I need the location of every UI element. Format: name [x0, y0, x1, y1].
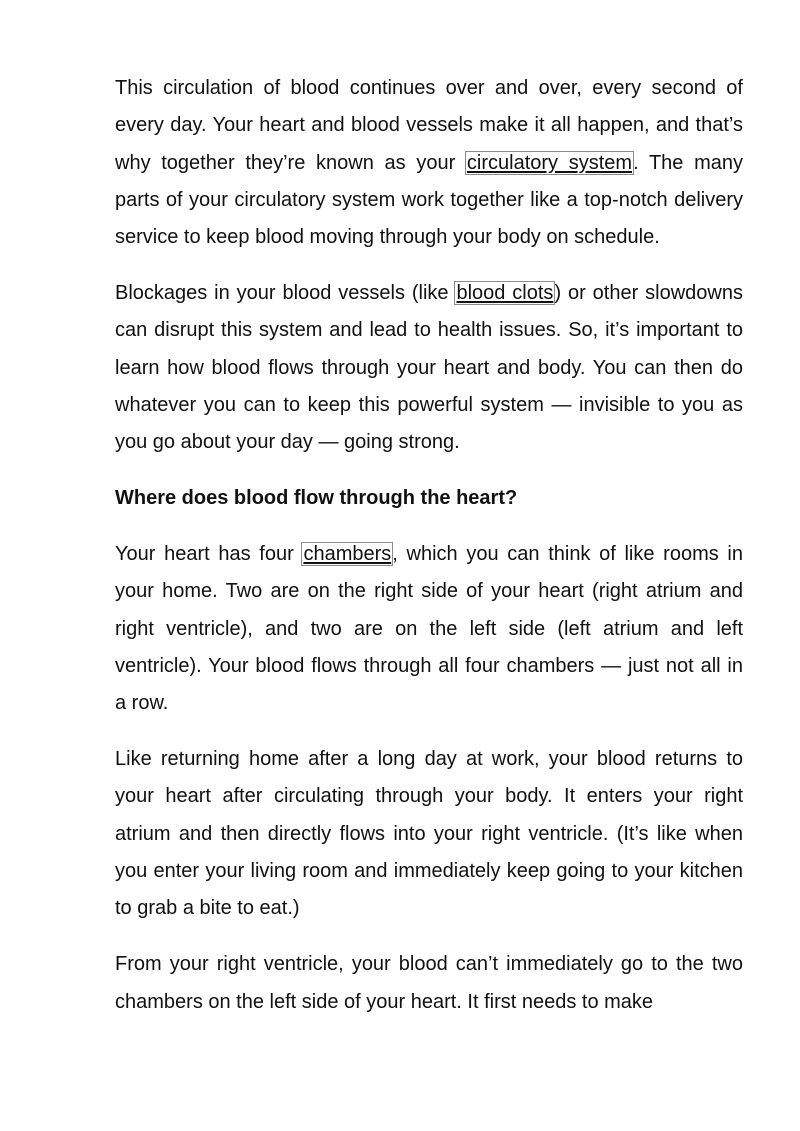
paragraph-chambers	[115, 536, 743, 722]
section-heading: Where does blood flow through the heart?	[115, 487, 518, 510]
paragraph-blockages	[115, 275, 743, 461]
paragraph-returning-home: Like returning home after a long day at work, your blood returns to your heart after circulating through your body. It enters your right atrium and then directly flows into your right ventricle. (It’s like when you enter your living room and immediately keep going to your kitchen to grab a bite to eat.)	[115, 748, 743, 920]
paragraph-text: This circulation of blood continues over and over, every second of every day. Your heart and blood vessels make it all happen, and that’s why together they’re known as your	[115, 77, 743, 174]
paragraph-right-ventricle: From your right ventricle, your blood can’t immediately go to the two chambers on the left side of your heart. It first needs to make	[115, 953, 743, 1013]
chambers-link[interactable]: chambers	[303, 543, 392, 566]
paragraph-text: ) or other slowdowns can disrupt this system and lead to health issues. So, it’s important to learn how blood flows through your heart and body. You can then do whatever you can to keep this powerful system — invisible to you as you go about your day — going strong.	[115, 282, 743, 454]
paragraph-circulation	[115, 70, 743, 256]
document-page	[115, 70, 743, 1039]
paragraph-text: Blockages in your blood vessels (like	[115, 282, 456, 305]
circulatory-system-link[interactable]: circulatory system	[466, 151, 633, 174]
paragraph-text: Your heart has four	[115, 543, 303, 566]
blood-clots-link[interactable]: blood clots	[456, 282, 554, 305]
paragraph-text: . The many parts of your circulatory system work together like a top-notch delivery service to keep blood moving through your body on schedule.	[115, 151, 743, 249]
paragraph-text: , which you can think of like rooms in your home. Two are on the right side of your heart (right atrium and right ventricle), and two are on the left side (left atrium and left ventricle). Your blood flows through all four chambers — just not all in a row.	[115, 543, 743, 715]
